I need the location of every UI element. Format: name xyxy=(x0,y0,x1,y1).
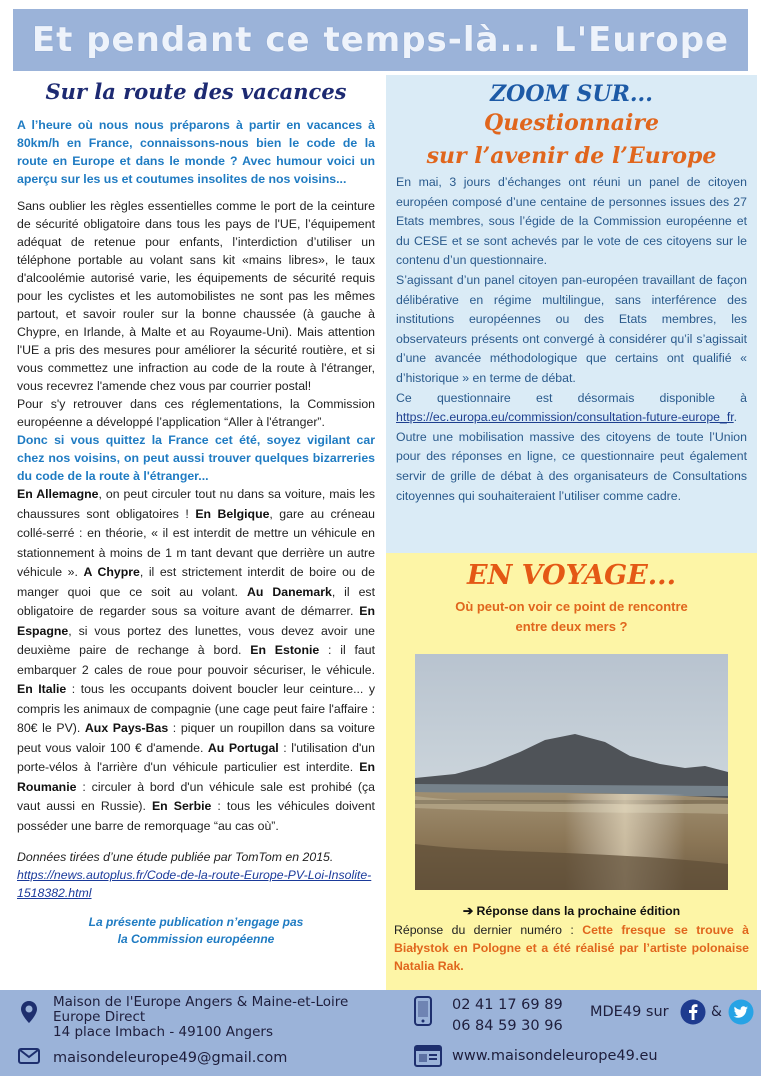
country-name: En Estonie xyxy=(250,643,320,657)
country-name: En Espagne xyxy=(17,604,375,638)
organization-name: Maison de l'Europe Angers & Maine-et-Loire xyxy=(53,994,349,1010)
email-address[interactable]: maisondeleurope49@gmail.com xyxy=(53,1050,288,1066)
country-name: Au Danemark xyxy=(247,584,332,599)
country-name: Au Portugal xyxy=(207,740,279,755)
phone-number: 02 41 17 69 89 xyxy=(452,997,563,1013)
facebook-icon[interactable] xyxy=(680,999,706,1030)
zoom-kicker: ZOOM SUR... xyxy=(490,81,653,107)
web-browser-icon xyxy=(414,1045,442,1072)
countries-list xyxy=(17,485,375,836)
answer-heading-text: Réponse dans la prochaine édition xyxy=(476,904,681,918)
beach-landscape-image xyxy=(415,654,728,890)
country-text: : circuler à bord d'un véhicule sale est prohibé (ça vaut aussi en Russie). xyxy=(17,779,375,813)
country-text: , gare au créneau collé-serré : en théorie, « il est interdit de mettre un véhicule en stationnement à moins de 1 m tant devant que derrière un autre véhicule ». xyxy=(17,506,375,579)
voyage-box xyxy=(386,553,757,990)
article-title: Sur la route des vacances xyxy=(45,79,347,104)
voyage-title: EN VOYAGE... xyxy=(467,560,676,591)
phone-block xyxy=(452,995,563,1037)
country-text: , il est strictement interdit de boire ou de manger quoi que ce soit au volant. xyxy=(17,565,375,599)
answer-text: Cette fresque se trouve à Białystok en Pologne et a été réalisé par l’artiste polonaise Natalia Rak. xyxy=(394,923,749,973)
country-text: : piquer un roupillon dans sa voiture peut vous valoir 100 € d'amende. xyxy=(17,721,375,755)
country-name: A Chypre xyxy=(83,565,140,579)
disclaimer-line: La présente publication n’engage pas xyxy=(88,915,304,929)
zoom-paragraph: En mai, 3 jours d’échanges ont réuni un panel de citoyen européen composé d’une centaine de personnes issues des 27 Etats membres, sous l’égide de la Commission européenne et du CESE et se sont achevés par le vote de ces citoyens sur le contenu d’un questionnaire. xyxy=(396,175,747,268)
organization-subname: Europe Direct xyxy=(53,1009,146,1025)
country-text: : tous les véhicules doivent posséder une barre de remorquage “au cas où”. xyxy=(17,799,375,833)
phone-number: 06 84 59 30 96 xyxy=(452,1018,563,1034)
country-name: En Roumanie xyxy=(17,760,375,794)
country-name: En Belgique xyxy=(195,506,270,521)
zoom-title-line: Questionnaire xyxy=(484,110,659,136)
disclaimer xyxy=(17,914,375,948)
article-paragraph: Sans oublier les règles essentielles comme le port de la ceinture de sécurité obligatoire dans tous les pays de l'UE, l’équipement adéquat de retenue pour enfants, l’interdiction d’utiliser un téléphone portable au volant sans kit «mains libres», le taux d'alcoolémie autorisé varie, les équipements de sécurité requis pour les cyclistes et les automobilistes ne sont pas les mêmes partout, et savoir rouler sur la bonne chaussée (à gauche à Chypre, en Irlande, à Malte et au Royaume-Uni). Mais attention l'UE a pris des mesures pour améliorer la sécurité routière, et si vous commettez une infraction au code de la route à l'étranger, vous recevrez l'amende chez vous par courrier postal! xyxy=(17,199,375,393)
footer xyxy=(0,990,761,1076)
zoom-url-line: https://ec.europa.eu/commission/consultation-future-europe_fr. xyxy=(396,410,738,425)
source-link[interactable]: https://news.autoplus.fr/Code-de-la-route-Europe-PV-Loi-Insolite-1518382.html xyxy=(17,868,372,900)
twitter-icon[interactable] xyxy=(728,999,754,1030)
zoom-paragraph: Outre une mobilisation massive des citoyens de toute l’Union pour des réponses en ligne, ce questionnaire peut également servir de grille de débat à des organisateurs de Consultations citoyennes qui souhaiteraient l’utiliser comme cadre. xyxy=(396,429,747,503)
answer-label: Réponse du dernier numéro : xyxy=(394,923,583,937)
zoom-paragraph: Ce questionnaire est désormais disponible à xyxy=(396,390,747,405)
address: 14 place Imbach - 49100 Angers xyxy=(53,1024,273,1040)
source-note: Données tirées d’une étude publiée par TomTom en 2015. xyxy=(17,850,334,864)
disclaimer-line: la Commission européenne xyxy=(117,932,275,946)
zoom-title xyxy=(396,107,747,173)
country-text: : l'utilisation d'un porte-vélos à l'arrière d'un véhicule particulier est interdite. xyxy=(17,740,375,774)
country-text: , on peut circuler tout nu dans sa voiture, mais les chaussures sont obligatoires ! xyxy=(17,487,375,521)
zoom-paragraph: S’agissant d’un panel citoyen pan-européen travaillant de façon délibérative en régime multilingue, sans interférence des institutions européennes ou des Etats membres, les observateurs présents ont convergé à considérer qu’il s’agissait d’une avancée méthodologique que certains ont qualifié « d’historique » en terme de débat. xyxy=(396,272,747,385)
previous-answer xyxy=(394,921,749,975)
country-text: , si vous portez des lunettes, vous devez avoir une deuxième paire de rechange à bord. xyxy=(17,623,375,657)
article-route-vacances xyxy=(17,79,375,991)
landscape-photo xyxy=(415,654,728,890)
phone-icon xyxy=(414,996,432,1031)
header-banner xyxy=(13,9,748,71)
country-name: En Serbie xyxy=(151,799,212,813)
social-label: MDE49 sur xyxy=(590,1004,669,1020)
page-title: Et pendant ce temps-là... L'Europe xyxy=(31,20,730,60)
country-name: En Allemagne xyxy=(17,487,99,501)
article-intro: A l’heure où nous nous préparons à partir en vacances à 80km/h en France, connaissons-nous bien le code de la route en Europe et dans le monde ? Avec humour voici un aperçu sur les us et coutumes insolites de nos voisins... xyxy=(17,118,375,186)
question-line: Où peut-on voir ce point de rencontre xyxy=(455,599,688,614)
organization-block xyxy=(53,995,348,1040)
voyage-question xyxy=(386,597,757,637)
country-name: En Italie xyxy=(17,682,67,696)
email-icon xyxy=(18,1047,40,1070)
country-name: Aux Pays-Bas xyxy=(84,721,169,735)
question-line: entre deux mers ? xyxy=(515,619,628,634)
answer-heading: ➔ Réponse dans la prochaine édition xyxy=(462,904,681,918)
consultation-link[interactable]: https://ec.europa.eu/commission/consultation-future-europe_fr xyxy=(396,410,734,425)
website-link[interactable]: www.maisondeleurope49.eu xyxy=(452,1048,658,1064)
ampersand: & xyxy=(711,1004,722,1020)
article-paragraph: Pour s'y retrouver dans ces réglementations, la Commission européenne a développé l’application “Aller à l'étranger”. xyxy=(17,397,375,429)
location-pin-icon xyxy=(20,1000,38,1029)
zoom-box xyxy=(386,75,757,553)
country-text: : il faut embarquer 2 cales de roue pour pouvoir sécuriser, le véhicule. xyxy=(17,643,376,677)
article-highlight: Donc si vous quittez la France cet été, soyez vigilant car chez nos voisins, on peut aussi trouver quelques bizarreries du code de la route à l'étranger... xyxy=(17,433,375,483)
country-text: : tous les occupants doivent boucler leur ceinture... y compris les animaux de compagnie (une cage peut faire l'affaire : 80€ le PV). xyxy=(17,682,375,735)
country-text: , il est obligatoire de regarder sous sa voiture avant de démarrer. xyxy=(17,584,375,618)
zoom-title-line: sur l’avenir de l’Europe xyxy=(426,143,717,169)
